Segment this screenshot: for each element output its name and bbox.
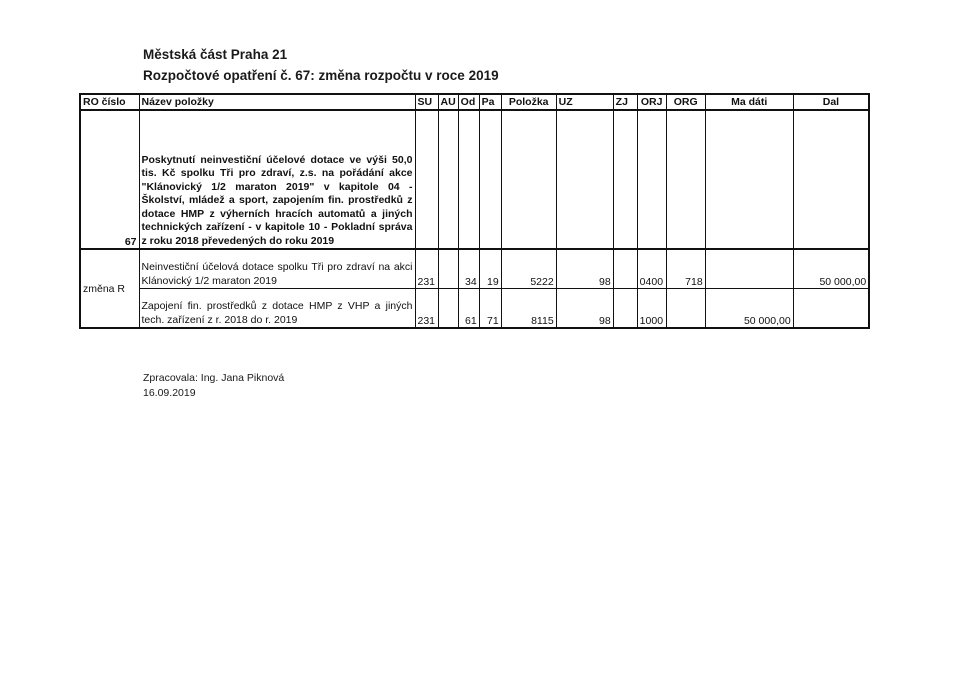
col-header-ro-cislo: RO číslo	[80, 94, 139, 110]
cell-od: 61	[458, 289, 479, 329]
cell-uz: 98	[556, 289, 613, 329]
budget-table	[79, 93, 870, 329]
cell-polozka: 8115	[501, 289, 556, 329]
cell-empty	[415, 110, 438, 249]
cell-su: 231	[415, 289, 438, 329]
cell-od: 34	[458, 249, 479, 289]
cell-ma-dati: 50 000,00	[705, 289, 793, 329]
organization-name: Městská část Praha 21	[143, 47, 288, 62]
cell-uz: 98	[556, 249, 613, 289]
cell-orj: 0400	[637, 249, 666, 289]
cell-empty	[479, 110, 501, 249]
document-date: 16.09.2019	[143, 387, 196, 399]
cell-empty	[613, 110, 637, 249]
cell-dal: 50 000,00	[793, 249, 869, 289]
col-header-dal: Dal	[793, 94, 869, 110]
col-header-polozka: Položka	[501, 94, 556, 110]
prepared-by: Zpracovala: Ing. Jana Piknová	[143, 372, 285, 384]
cell-zj	[613, 249, 637, 289]
document-title: Rozpočtové opatření č. 67: změna rozpočtu v roce 2019	[143, 68, 499, 83]
table-row-main	[80, 110, 869, 249]
col-header-au: AU	[438, 94, 458, 110]
col-header-nazev-polozky: Název položky	[139, 94, 415, 110]
cell-org: 718	[666, 249, 705, 289]
cell-su: 231	[415, 249, 438, 289]
document-header	[143, 44, 499, 86]
main-description: Poskytnutí neinvestiční účelové dotace ve výši 50,0 tis. Kč spolku Tři pro zdraví, z.s. na pořádání akce "Klánovický 1/2 maraton 2019" v kapitole 04 - Školství, mládež a sport, zapojením fin. prostředků z dotace HMP z výherních hracích automatů a jiných technických zařízení - v kapitole 10 - Pokladní správa z roku 2018 převedených do roku 2019	[139, 110, 415, 249]
table-header-row	[80, 94, 869, 110]
cell-empty	[637, 110, 666, 249]
cell-empty	[556, 110, 613, 249]
table-row	[80, 289, 869, 329]
table-row	[80, 249, 869, 289]
document-footer	[143, 371, 284, 401]
col-header-pa: Pa	[479, 94, 501, 110]
cell-ma-dati	[705, 249, 793, 289]
cell-pa: 71	[479, 289, 501, 329]
ro-number: 67	[80, 110, 139, 249]
cell-au	[438, 249, 458, 289]
col-header-orj: ORJ	[637, 94, 666, 110]
row-description: Zapojení fin. prostředků z dotace HMP z VHP a jiných tech. zařízení z r. 2018 do r. 2019	[139, 289, 415, 329]
col-header-org: ORG	[666, 94, 705, 110]
cell-au	[438, 289, 458, 329]
col-header-zj: ZJ	[613, 94, 637, 110]
cell-dal	[793, 289, 869, 329]
col-header-uz: UZ	[556, 94, 613, 110]
col-header-ma-dati: Ma dáti	[705, 94, 793, 110]
cell-empty	[458, 110, 479, 249]
change-label: změna R	[80, 249, 139, 328]
row-description: Neinvestiční účelová dotace spolku Tři pro zdraví na akci Klánovický 1/2 maraton 2019	[139, 249, 415, 289]
cell-orj: 1000	[637, 289, 666, 329]
cell-empty	[501, 110, 556, 249]
col-header-od: Od	[458, 94, 479, 110]
cell-zj	[613, 289, 637, 329]
cell-empty	[438, 110, 458, 249]
col-header-su: SU	[415, 94, 438, 110]
cell-pa: 19	[479, 249, 501, 289]
cell-empty	[666, 110, 705, 249]
cell-empty	[705, 110, 793, 249]
cell-polozka: 5222	[501, 249, 556, 289]
cell-empty	[793, 110, 869, 249]
cell-org	[666, 289, 705, 329]
